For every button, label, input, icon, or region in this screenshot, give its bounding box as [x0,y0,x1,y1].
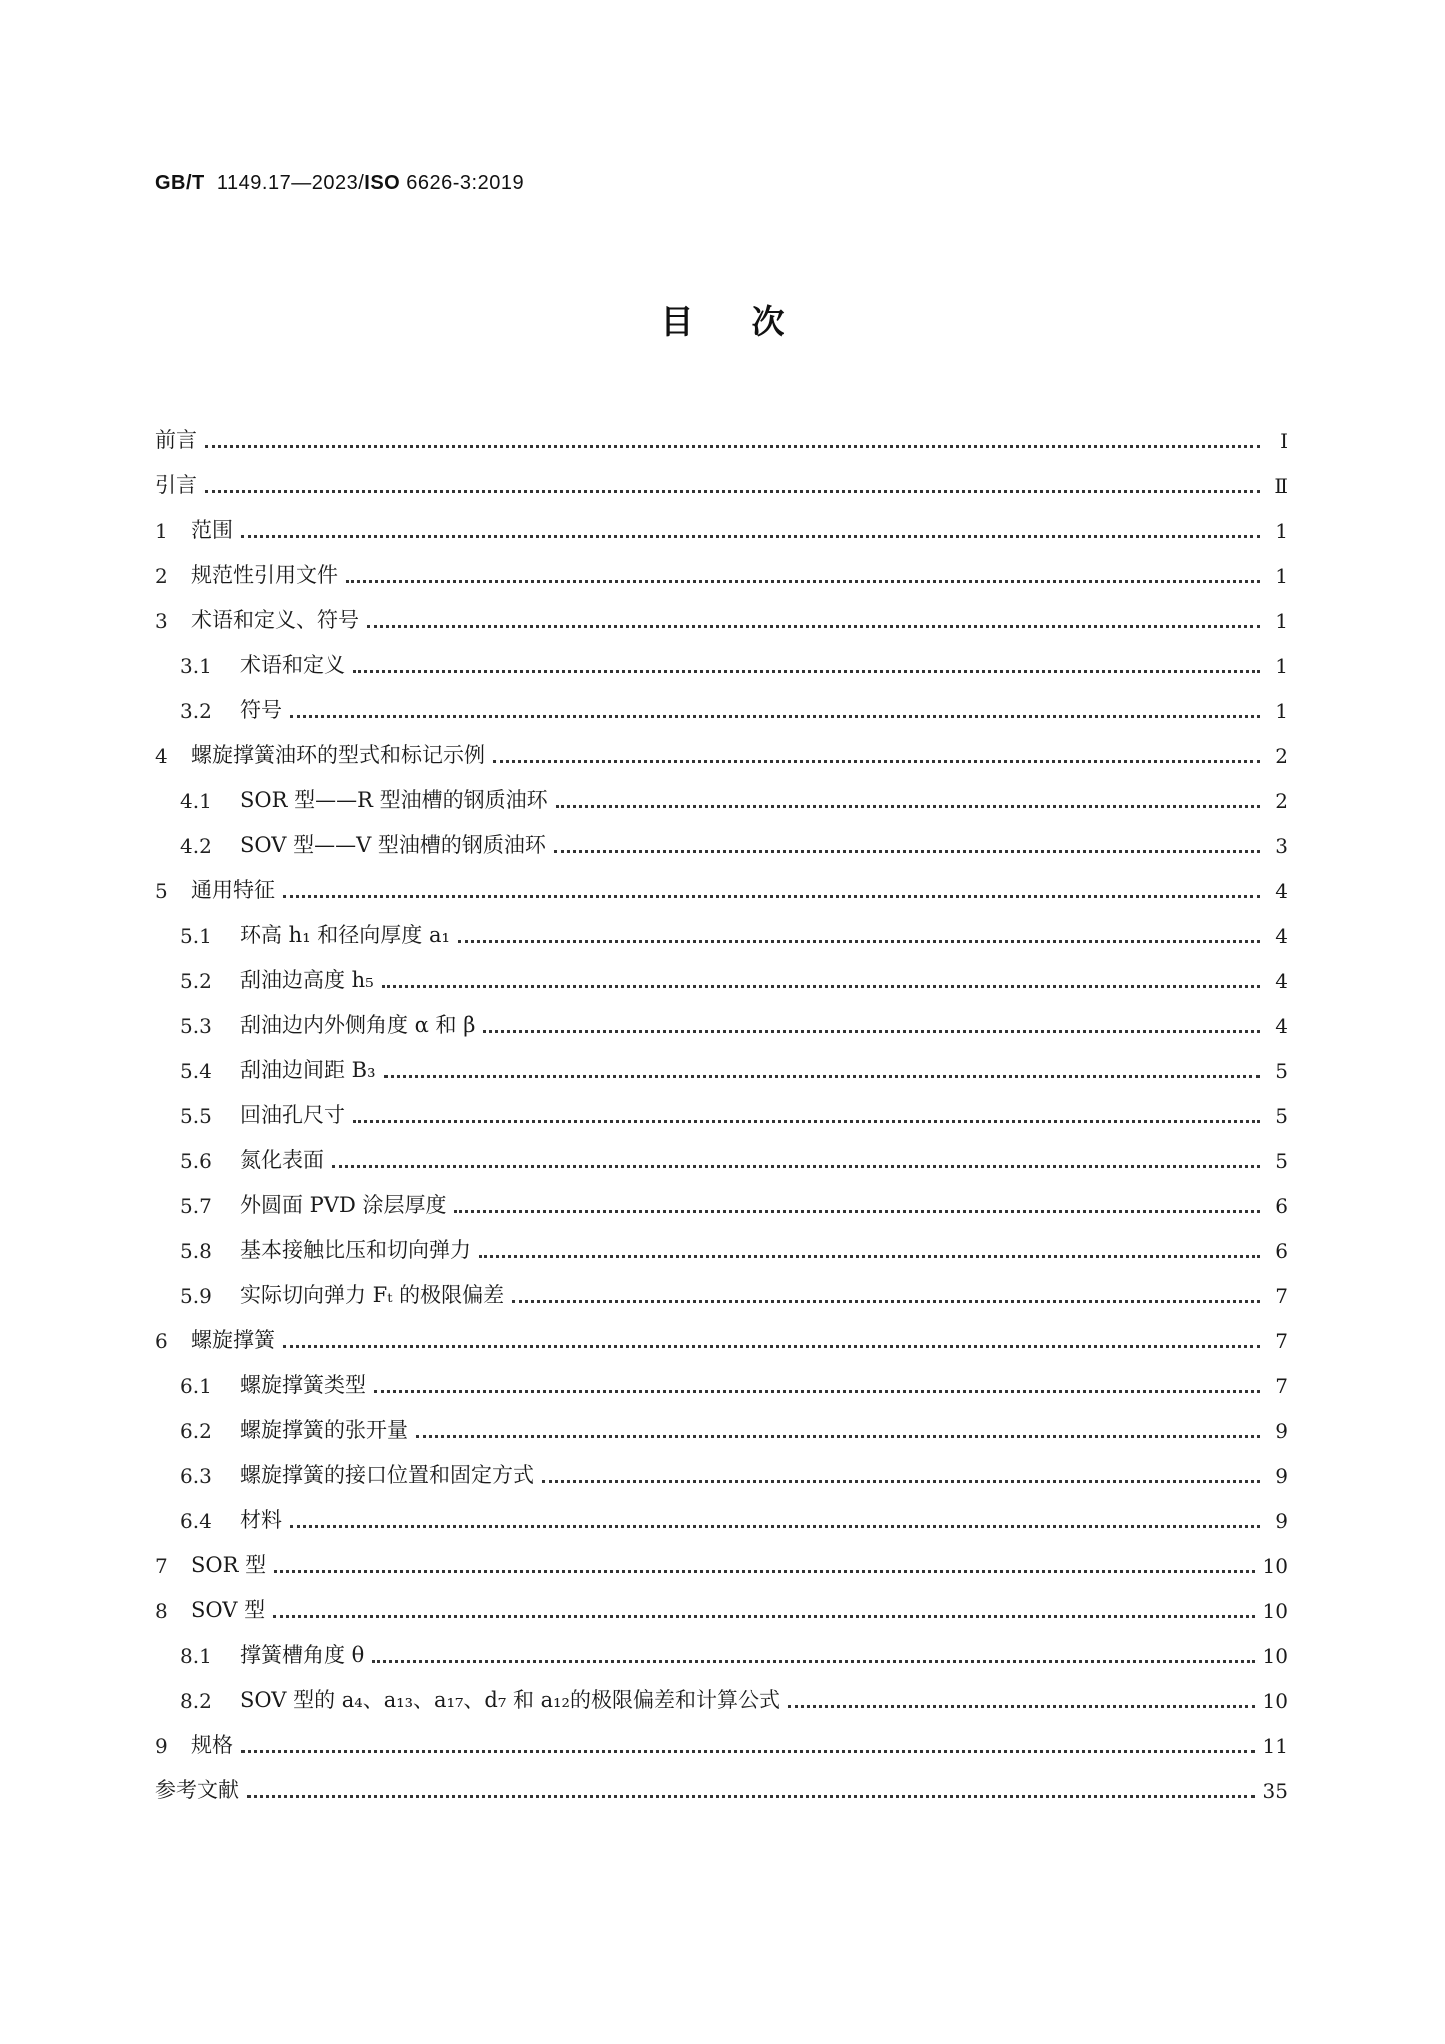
toc-entry-title: 引言 [155,473,197,497]
toc-page-number: 1 [1275,653,1288,678]
toc-entry-number: 5.5 [180,1103,212,1128]
toc-dot-leader [556,802,1260,808]
toc-page-number: 10 [1262,1598,1288,1623]
toc-page-number: 7 [1275,1328,1288,1353]
toc-dot-leader [290,712,1260,718]
toc-entry[interactable] [155,463,1288,508]
toc-entry-title: 刮油边高度 h₅ [240,968,374,992]
toc-page-number: 2 [1275,743,1288,768]
toc-entry-number: 3.1 [180,653,212,678]
toc-entry-number: 2 [155,563,168,588]
toc-page-number: 4 [1275,1013,1288,1038]
toc-page-number: 5 [1275,1058,1288,1083]
toc-page-number: 1 [1275,608,1288,633]
toc-entry-number: 6 [155,1328,168,1353]
toc-entry[interactable] [155,1183,1288,1228]
toc-page-number: 10 [1262,1553,1288,1578]
toc-entry[interactable] [155,1453,1288,1498]
toc-page-number: 9 [1275,1418,1288,1443]
toc-entry[interactable] [155,1363,1288,1408]
toc-entry-title: 材料 [240,1508,282,1532]
toc-dot-leader [479,1252,1260,1258]
toc-entry-title: 环高 h₁ 和径向厚度 a₁ [240,923,450,947]
toc-page-number: Ⅱ [1274,473,1288,498]
toc-entry[interactable] [155,1093,1288,1138]
toc-entry-number: 6.4 [180,1508,212,1533]
toc-dot-leader [788,1702,1255,1708]
toc-page-number: 4 [1275,878,1288,903]
toc-entry[interactable] [155,1543,1288,1588]
toc-dot-leader [416,1432,1260,1438]
toc-entry-title: 螺旋撑簧油环的型式和标记示例 [191,743,485,767]
toc-dot-leader [205,487,1260,493]
toc-entry-number: 5.6 [180,1148,212,1173]
toc-entry-title: 氮化表面 [240,1148,324,1172]
toc-page-number: 6 [1275,1238,1288,1263]
code-iso: ISO [364,172,401,194]
toc-page-number: 10 [1262,1643,1288,1668]
toc-entry-number: 1 [155,518,168,543]
toc-entry[interactable] [155,1048,1288,1093]
toc-dot-leader [454,1207,1260,1213]
toc-page-number: 7 [1275,1283,1288,1308]
toc-entry-number: 3.2 [180,698,212,723]
toc-entry[interactable] [155,1498,1288,1543]
toc-entry[interactable] [155,1678,1288,1723]
toc-dot-leader [512,1297,1260,1303]
toc-page-number: 11 [1262,1733,1288,1758]
toc-entry-number: 3 [155,608,168,633]
toc-entry-title: 规范性引用文件 [191,563,338,587]
code-body: 1149.17—2023/ [216,172,365,194]
toc-entry[interactable] [155,688,1288,733]
toc-page-number: 5 [1275,1148,1288,1173]
toc-entry[interactable] [155,598,1288,643]
toc-entry-title: 基本接触比压和切向弹力 [240,1238,471,1262]
toc-entry-title: 参考文献 [155,1778,239,1802]
toc-entry-number: 5.8 [180,1238,212,1263]
toc-entry-title: 螺旋撑簧类型 [240,1373,366,1397]
toc-page-number: 4 [1275,923,1288,948]
toc-page-number: 2 [1275,788,1288,813]
toc-dot-leader [374,1387,1260,1393]
toc-dot-leader [483,1027,1260,1033]
toc-entry[interactable] [155,958,1288,1003]
toc-page-number: 1 [1275,563,1288,588]
toc-dot-leader [241,532,1260,538]
toc-entry[interactable] [155,733,1288,778]
toc-page-number: 7 [1275,1373,1288,1398]
toc-entry[interactable] [155,1003,1288,1048]
toc-entry-title: 螺旋撑簧 [191,1328,275,1352]
code-prefix: GB/T [155,172,205,194]
toc-entry-title: SOR 型——R 型油槽的钢质油环 [240,788,548,812]
toc-dot-leader [290,1522,1260,1528]
toc-entry-title: 刮油边间距 B₃ [240,1058,376,1082]
toc-entry-title: 刮油边内外侧角度 α 和 β [240,1013,476,1037]
toc-entry-number: 6.3 [180,1463,212,1488]
toc-dot-leader [382,982,1260,988]
toc-entry[interactable] [155,1408,1288,1453]
toc-dot-leader [542,1477,1260,1483]
toc-entry-number: 5.3 [180,1013,212,1038]
toc-entry[interactable] [155,778,1288,823]
toc-entry-number: 5 [155,878,168,903]
page-title: 目次 [660,302,843,341]
toc-entry-title: 螺旋撑簧的接口位置和固定方式 [240,1463,534,1487]
toc-entry-number: 6.1 [180,1373,212,1398]
toc-dot-leader [273,1612,1254,1618]
table-of-contents [155,418,1288,1813]
toc-dot-leader [283,1342,1260,1348]
toc-entry-number: 5.2 [180,968,212,993]
toc-entry-title: 规格 [191,1733,233,1757]
toc-entry-number: 8.2 [180,1688,212,1713]
toc-entry-number: 6.2 [180,1418,212,1443]
toc-entry-number: 4.1 [180,788,212,813]
toc-entry-number: 7 [155,1553,168,1578]
toc-page-number: 6 [1275,1193,1288,1218]
toc-page-number: 10 [1262,1688,1288,1713]
toc-entry-title: 范围 [191,518,233,542]
toc-entry-title: 实际切向弹力 Fₜ 的极限偏差 [240,1283,505,1307]
toc-page-number: 9 [1275,1463,1288,1488]
toc-entry[interactable] [155,913,1288,958]
toc-entry-title: 外圆面 PVD 涂层厚度 [240,1193,447,1217]
toc-dot-leader [247,1792,1255,1798]
toc-entry-title: 回油孔尺寸 [240,1103,345,1127]
toc-dot-leader [346,577,1260,583]
code-suffix: 6626-3:2019 [406,172,525,194]
toc-entry[interactable] [155,868,1288,913]
toc-dot-leader [367,622,1260,628]
toc-page-number: 1 [1275,518,1288,543]
toc-entry-title: SOR 型 [191,1553,267,1577]
toc-entry[interactable] [155,1318,1288,1363]
toc-entry-number: 4.2 [180,833,212,858]
toc-entry-title: 前言 [155,428,197,452]
toc-page-number: 3 [1275,833,1288,858]
toc-dot-leader [241,1747,1255,1753]
toc-page-number: 9 [1275,1508,1288,1533]
toc-entry-number: 5.1 [180,923,212,948]
toc-entry[interactable] [155,1723,1288,1768]
toc-dot-leader [274,1567,1254,1573]
toc-entry-number: 8.1 [180,1643,212,1668]
toc-entry-number: 8 [155,1598,168,1623]
toc-entry[interactable] [155,508,1288,553]
toc-entry-title: 撑簧槽角度 θ [240,1643,365,1667]
toc-entry[interactable] [155,553,1288,598]
toc-dot-leader [283,892,1260,898]
toc-entry-number: 5.9 [180,1283,212,1308]
toc-entry-title: SOV 型 [191,1598,266,1622]
toc-entry-title: 通用特征 [191,878,275,902]
toc-entry[interactable] [155,418,1288,463]
toc-dot-leader [384,1072,1260,1078]
toc-entry[interactable] [155,823,1288,868]
toc-dot-leader [353,667,1260,673]
toc-entry-title: 术语和定义、符号 [191,608,359,632]
toc-dot-leader [332,1162,1260,1168]
toc-dot-leader [205,442,1260,448]
toc-entry[interactable] [155,643,1288,688]
toc-entry[interactable] [155,1273,1288,1318]
toc-entry-title: 符号 [240,698,282,722]
toc-page-number: 4 [1275,968,1288,993]
toc-dot-leader [458,937,1260,943]
toc-entry[interactable] [155,1138,1288,1183]
toc-entry-number: 5.4 [180,1058,212,1083]
toc-entry[interactable] [155,1633,1288,1678]
toc-page-number: 1 [1275,698,1288,723]
toc-entry-number: 4 [155,743,168,768]
toc-entry-title: SOV 型——V 型油槽的钢质油环 [240,833,546,857]
toc-entry[interactable] [155,1768,1288,1813]
toc-entry-number: 9 [155,1733,168,1758]
toc-entry[interactable] [155,1588,1288,1633]
toc-dot-leader [493,757,1260,763]
toc-entry-title: 术语和定义 [240,653,345,677]
toc-entry-title: SOV 型的 a₄、a₁₃、a₁₇、d₇ 和 a₁₂的极限偏差和计算公式 [240,1688,780,1712]
toc-entry[interactable] [155,1228,1288,1273]
toc-dot-leader [554,847,1260,853]
toc-entry-title: 螺旋撑簧的张开量 [240,1418,408,1442]
document-code [155,172,524,195]
toc-dot-leader [353,1117,1260,1123]
toc-page-number: 35 [1262,1778,1288,1803]
toc-entry-number: 5.7 [180,1193,212,1218]
toc-page-number: Ⅰ [1280,428,1288,453]
toc-dot-leader [372,1657,1254,1663]
toc-page-number: 5 [1275,1103,1288,1128]
